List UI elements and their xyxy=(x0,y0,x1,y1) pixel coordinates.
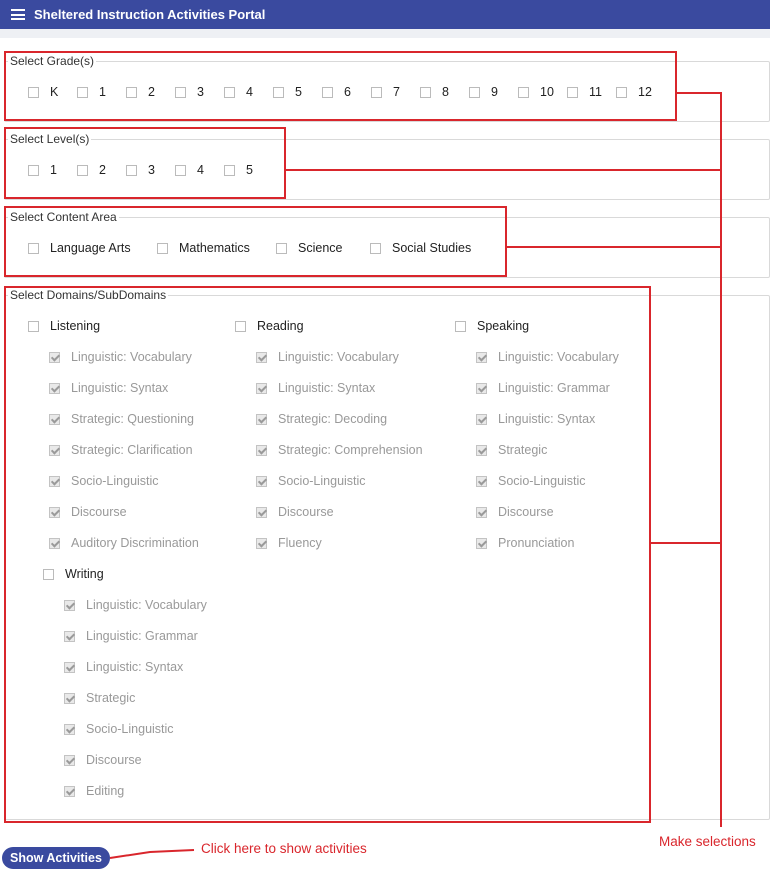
subdomain-reading-3[interactable] xyxy=(256,443,423,457)
grade-option-9[interactable] xyxy=(469,85,498,99)
subdomain-writing-3[interactable] xyxy=(64,691,135,705)
subdomain-listening-1[interactable] xyxy=(49,381,168,395)
checkbox-icon[interactable] xyxy=(273,87,284,98)
subdomain-speaking-0[interactable] xyxy=(476,350,619,364)
connector-domains xyxy=(651,542,721,544)
checkbox-icon[interactable] xyxy=(28,87,39,98)
checkbox-icon[interactable] xyxy=(28,165,39,176)
subdomain-speaking-2[interactable] xyxy=(476,412,595,426)
checkbox-icon[interactable] xyxy=(64,631,75,642)
connector-grades xyxy=(677,92,721,94)
option-label: Linguistic: Vocabulary xyxy=(86,598,207,612)
grade-legend: Select Grade(s) xyxy=(10,54,95,68)
checkbox-icon[interactable] xyxy=(126,87,137,98)
checkbox-icon[interactable] xyxy=(49,352,60,363)
option-label: K xyxy=(50,85,59,99)
option-label: 12 xyxy=(638,85,652,99)
grade-option-1[interactable] xyxy=(77,85,106,99)
option-label: Socio-Linguistic xyxy=(278,474,366,488)
subdomain-reading-2[interactable] xyxy=(256,412,387,426)
subdomain-writing-5[interactable] xyxy=(64,753,142,767)
checkbox-icon[interactable] xyxy=(370,243,381,254)
option-label: 3 xyxy=(197,85,204,99)
checkbox-icon[interactable] xyxy=(49,538,60,549)
connector-content xyxy=(507,246,721,248)
grade-option-8[interactable] xyxy=(420,85,449,99)
checkbox-icon[interactable] xyxy=(49,414,60,425)
option-label: Strategic: Questioning xyxy=(71,412,194,426)
checkbox-icon[interactable] xyxy=(64,786,75,797)
option-label: Strategic: Clarification xyxy=(71,443,193,457)
subdomain-reading-1[interactable] xyxy=(256,381,375,395)
level-option-5[interactable] xyxy=(224,163,253,177)
app-title: Sheltered Instruction Activities Portal xyxy=(34,7,266,22)
connector-levels xyxy=(286,169,721,171)
subdomain-speaking-1[interactable] xyxy=(476,381,610,395)
checkbox-icon[interactable] xyxy=(175,87,186,98)
option-label: Linguistic: Syntax xyxy=(498,412,596,426)
hamburger-menu-icon[interactable] xyxy=(11,9,25,20)
subdomain-speaking-4[interactable] xyxy=(476,474,586,488)
checkbox-icon[interactable] xyxy=(476,352,487,363)
option-label: 4 xyxy=(197,163,204,177)
subdomain-reading-0[interactable] xyxy=(256,350,399,364)
option-label: Discourse xyxy=(278,505,334,519)
checkbox-icon[interactable] xyxy=(49,507,60,518)
grade-option-2[interactable] xyxy=(126,85,155,99)
subdomain-listening-4[interactable] xyxy=(49,474,159,488)
checkbox-icon[interactable] xyxy=(77,165,88,176)
option-label: Listening xyxy=(50,319,101,333)
checkbox-icon[interactable] xyxy=(518,87,529,98)
option-label: Socio-Linguistic xyxy=(71,474,159,488)
option-label: 5 xyxy=(295,85,302,99)
option-label: Language Arts xyxy=(50,241,131,255)
checkbox-icon[interactable] xyxy=(126,165,137,176)
subdomain-writing-2[interactable] xyxy=(64,660,183,674)
checkbox-icon[interactable] xyxy=(256,414,267,425)
option-label: Mathematics xyxy=(179,241,250,255)
grade-option-3[interactable] xyxy=(175,85,204,99)
click-here-arrow xyxy=(108,846,198,862)
checkbox-icon[interactable] xyxy=(28,243,39,254)
subdomain-speaking-5[interactable] xyxy=(476,505,554,519)
grade-option-5[interactable] xyxy=(273,85,302,99)
option-label: Linguistic: Syntax xyxy=(278,381,376,395)
content-option-social-studies[interactable] xyxy=(370,241,471,255)
checkbox-icon[interactable] xyxy=(64,755,75,766)
subdomain-reading-6[interactable] xyxy=(256,536,322,550)
checkbox-icon[interactable] xyxy=(224,165,235,176)
domain-speaking[interactable] xyxy=(455,319,529,333)
option-label: 7 xyxy=(393,85,400,99)
option-label: 6 xyxy=(344,85,351,99)
grade-option-12[interactable] xyxy=(616,85,652,99)
option-label: 9 xyxy=(491,85,498,99)
level-option-2[interactable] xyxy=(77,163,106,177)
subdomain-writing-6[interactable] xyxy=(64,784,124,798)
option-label: Linguistic: Syntax xyxy=(71,381,169,395)
option-label: 3 xyxy=(148,163,155,177)
option-label: 4 xyxy=(246,85,253,99)
option-label: Pronunciation xyxy=(498,536,575,550)
option-label: 11 xyxy=(589,85,602,99)
checkbox-icon[interactable] xyxy=(64,693,75,704)
grade-option-k[interactable] xyxy=(28,85,58,99)
option-label: Socio-Linguistic xyxy=(498,474,586,488)
checkbox-icon[interactable] xyxy=(256,538,267,549)
subdomain-listening-2[interactable] xyxy=(49,412,194,426)
subdomain-reading-4[interactable] xyxy=(256,474,366,488)
option-label: Speaking xyxy=(477,319,530,333)
level-option-3[interactable] xyxy=(126,163,155,177)
option-label: Fluency xyxy=(278,536,322,550)
checkbox-icon[interactable] xyxy=(371,87,382,98)
checkbox-icon[interactable] xyxy=(235,321,246,332)
option-label: Social Studies xyxy=(392,241,472,255)
checkbox-icon[interactable] xyxy=(224,87,235,98)
checkbox-icon[interactable] xyxy=(77,87,88,98)
level-legend: Select Level(s) xyxy=(10,132,90,146)
checkbox-icon[interactable] xyxy=(256,445,267,456)
checkbox-icon[interactable] xyxy=(476,538,487,549)
checkbox-icon[interactable] xyxy=(276,243,287,254)
option-label: Socio-Linguistic xyxy=(86,722,174,736)
app-header xyxy=(0,0,770,29)
checkbox-icon[interactable] xyxy=(476,507,487,518)
option-label: 10 xyxy=(540,85,554,99)
level-option-4[interactable] xyxy=(175,163,204,177)
option-label: 5 xyxy=(246,163,253,177)
checkbox-icon[interactable] xyxy=(43,569,54,580)
option-label: Linguistic: Vocabulary xyxy=(498,350,619,364)
option-label: Linguistic: Grammar xyxy=(498,381,610,395)
option-label: Linguistic: Syntax xyxy=(86,660,184,674)
domains-legend: Select Domains/SubDomains xyxy=(10,288,167,302)
checkbox-icon[interactable] xyxy=(476,414,487,425)
option-label: 1 xyxy=(99,85,106,99)
subdomain-speaking-6[interactable] xyxy=(476,536,574,550)
subdomain-listening-6[interactable] xyxy=(49,536,199,550)
checkbox-icon[interactable] xyxy=(256,507,267,518)
grade-option-7[interactable] xyxy=(371,85,400,99)
option-label: Editing xyxy=(86,784,125,798)
checkbox-icon[interactable] xyxy=(476,383,487,394)
content-option-mathematics[interactable] xyxy=(157,241,250,255)
checkbox-icon[interactable] xyxy=(322,87,333,98)
domain-reading[interactable] xyxy=(235,319,304,333)
option-label: 8 xyxy=(442,85,449,99)
option-label: Discourse xyxy=(498,505,554,519)
checkbox-icon[interactable] xyxy=(64,600,75,611)
option-label: Strategic xyxy=(86,691,136,705)
content-option-language-arts[interactable] xyxy=(28,241,131,255)
option-label: Linguistic: Grammar xyxy=(86,629,198,643)
option-label: Linguistic: Vocabulary xyxy=(71,350,192,364)
option-label: Science xyxy=(298,241,343,255)
checkbox-icon[interactable] xyxy=(616,87,627,98)
domain-listening[interactable] xyxy=(28,319,100,333)
level-fieldset xyxy=(4,132,770,200)
option-label: Linguistic: Vocabulary xyxy=(278,350,399,364)
checkbox-icon[interactable] xyxy=(256,476,267,487)
grade-option-6[interactable] xyxy=(322,85,351,99)
checkbox-icon[interactable] xyxy=(476,445,487,456)
click-here-annotation: Click here to show activities xyxy=(201,841,367,856)
checkbox-icon[interactable] xyxy=(455,321,466,332)
option-label: Discourse xyxy=(86,753,142,767)
grade-option-4[interactable] xyxy=(224,85,253,99)
option-label: Strategic: Decoding xyxy=(278,412,388,426)
content-area-legend: Select Content Area xyxy=(10,210,117,224)
content-option-science[interactable] xyxy=(276,241,342,255)
subdomain-listening-5[interactable] xyxy=(49,505,127,519)
checkbox-icon[interactable] xyxy=(256,352,267,363)
checkbox-icon[interactable] xyxy=(175,165,186,176)
make-selections-annotation: Make selections xyxy=(659,834,756,849)
checkbox-icon[interactable] xyxy=(476,476,487,487)
checkbox-icon[interactable] xyxy=(64,724,75,735)
show-activities-button[interactable]: Show Activities xyxy=(2,847,110,869)
checkbox-icon[interactable] xyxy=(64,662,75,673)
option-label: Reading xyxy=(257,319,304,333)
subdomain-writing-1[interactable] xyxy=(64,629,198,643)
checkbox-icon[interactable] xyxy=(567,87,578,98)
option-label: 1 xyxy=(50,163,57,177)
domains-fieldset xyxy=(4,288,770,820)
grade-option-10[interactable] xyxy=(518,85,554,99)
option-label: 2 xyxy=(148,85,155,99)
subdomain-listening-3[interactable] xyxy=(49,443,193,457)
connector-vertical xyxy=(720,92,722,827)
checkbox-icon[interactable] xyxy=(49,383,60,394)
grade-option-11[interactable] xyxy=(567,85,602,99)
subdomain-reading-5[interactable] xyxy=(256,505,334,519)
subdomain-writing-4[interactable] xyxy=(64,722,174,736)
option-label: Discourse xyxy=(71,505,127,519)
option-label: Auditory Discrimination xyxy=(71,536,199,550)
subdomain-writing-0[interactable] xyxy=(64,598,207,612)
option-label: Strategic: Comprehension xyxy=(278,443,423,457)
checkbox-icon[interactable] xyxy=(420,87,431,98)
checkbox-icon[interactable] xyxy=(28,321,39,332)
checkbox-icon[interactable] xyxy=(49,476,60,487)
checkbox-icon[interactable] xyxy=(469,87,480,98)
option-label: 2 xyxy=(99,163,106,177)
subdomain-speaking-3[interactable] xyxy=(476,443,547,457)
checkbox-icon[interactable] xyxy=(49,445,60,456)
domain-writing[interactable] xyxy=(43,567,104,581)
subdomain-listening-0[interactable] xyxy=(49,350,192,364)
checkbox-icon[interactable] xyxy=(256,383,267,394)
level-option-1[interactable] xyxy=(28,163,57,177)
option-label: Strategic xyxy=(498,443,548,457)
option-label: Writing xyxy=(65,567,104,581)
header-band xyxy=(0,29,770,38)
checkbox-icon[interactable] xyxy=(157,243,168,254)
